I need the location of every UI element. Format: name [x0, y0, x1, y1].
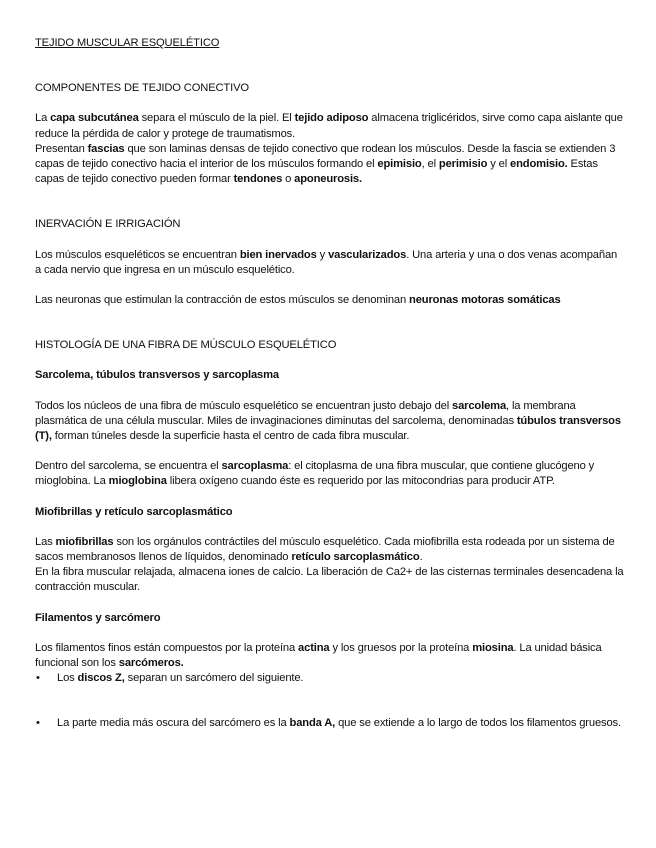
list-item-text: Los discos Z, separan un sarcómero del siguiente.: [57, 672, 304, 685]
bold-term: endomisio.: [510, 158, 568, 171]
section-heading-histologia: HISTOLOGÍA DE UNA FIBRA DE MÚSCULO ESQUELÉTICO: [35, 339, 337, 352]
document-page: [35, 36, 625, 732]
bullet-icon: •: [36, 672, 40, 685]
bold-term: fascias: [87, 142, 125, 155]
paragraph: Presentan fascias que son laminas densas de tejido conectivo que rodean los músculos. Desde la fascia se extienden 3 capas de tejido conectivo hacia el interior de los músculos formando el epimisio, el perimisio y el endomisio. Estas capas de tejido conectivo pueden formar tendones o aponeurosis.: [35, 142, 616, 186]
bullet-list: [35, 671, 625, 731]
paragraph: Dentro del sarcolema, se encuentra el sarcoplasma: el citoplasma de una fibra muscular, que contiene glucógeno y mioglobina. La mioglobina libera oxígeno cuando éste es requerido por las mitocondrias para producir ATP.: [35, 460, 595, 488]
bold-term: miofibrillas: [55, 535, 114, 548]
bold-term: banda A,: [289, 717, 336, 730]
list-item: [35, 716, 625, 731]
bold-term: discos Z,: [77, 672, 125, 685]
paragraph: Todos los núcleos de una fibra de músculo esquelético se encuentran justo debajo del sarcolema, la membrana plasmática de una célula muscular. Miles de invaginaciones diminutas del sarcolema, denominadas túbulos transversos (T), forman túneles desde la superficie hasta el centro de cada fibra muscular.: [35, 399, 621, 443]
bold-term: aponeurosis.: [294, 173, 362, 186]
bold-term: neuronas motoras somáticas: [409, 294, 561, 307]
bold-term: sarcoplasma: [221, 460, 289, 473]
bullet-icon: •: [36, 717, 40, 730]
bold-term: perimisio: [438, 158, 488, 171]
list-gap: [35, 701, 625, 716]
paragraph: Los músculos esqueléticos se encuentran bien inervados y vascularizados. Una arteria y una o dos venas acompañan a cada nervio que ingresa en un músculo esquelético.: [35, 248, 618, 276]
paragraph: La capa subcutánea separa el músculo de la piel. El tejido adiposo almacena triglicéridos, sirve como capa aislante que reduce la pérdida de calor y protege de traumatismos.: [35, 112, 623, 140]
paragraph: Las miofibrillas son los orgánulos contráctiles del músculo esquelético. Cada miofibrilla esta rodeada por un sistema de sacos membranosos llenos de líquidos, denominado retículo sarcoplasmático.: [35, 535, 615, 564]
bold-term: mioglobina: [108, 475, 167, 488]
subheading-miofibrillas: Miofibrillas y retículo sarcoplasmático: [35, 505, 233, 518]
bold-term: retículo sarcoplasmático: [291, 551, 420, 564]
subheading-filamentos: Filamentos y sarcómero: [35, 611, 161, 624]
bold-term: sarcolema: [452, 399, 507, 412]
bold-term: túbulos transversos (T),: [35, 414, 621, 443]
bold-term: vascularizados: [328, 248, 407, 261]
list-item-text: La parte media más oscura del sarcómero es la banda A, que se extiende a lo largo de todos los filamentos gruesos.: [57, 717, 621, 730]
section-heading-inervacion: INERVACIÓN E IRRIGACIÓN: [35, 218, 181, 231]
bold-term: bien inervados: [239, 248, 317, 261]
paragraph: Las neuronas que estimulan la contracción de estos músculos se denominan neuronas motoras somáticas: [35, 294, 561, 307]
bold-term: capa subcutánea: [50, 112, 139, 125]
subheading-sarcolema: Sarcolema, túbulos transversos y sarcoplasma: [35, 369, 279, 382]
document-title: TEJIDO MUSCULAR ESQUELÉTICO: [35, 37, 220, 49]
bold-term: miosina: [472, 641, 514, 654]
bold-term: actina: [298, 641, 330, 654]
bold-term: tendones: [233, 173, 283, 186]
bold-term: sarcómeros.: [118, 657, 184, 670]
bold-term: epimisio: [377, 158, 422, 171]
paragraph: Los filamentos finos están compuestos por la proteína actina y los gruesos por la proteína miosina. La unidad básica funcional son los sarcómeros.: [35, 641, 602, 670]
bold-term: tejido adiposo: [294, 112, 369, 125]
section-heading-tejido-conectivo: COMPONENTES DE TEJIDO CONECTIVO: [35, 82, 249, 95]
paragraph: En la fibra muscular relajada, almacena iones de calcio. La liberación de Ca2+ de las cisternas terminales desencadena la contracción muscular.: [35, 566, 624, 594]
list-item: [35, 671, 625, 686]
